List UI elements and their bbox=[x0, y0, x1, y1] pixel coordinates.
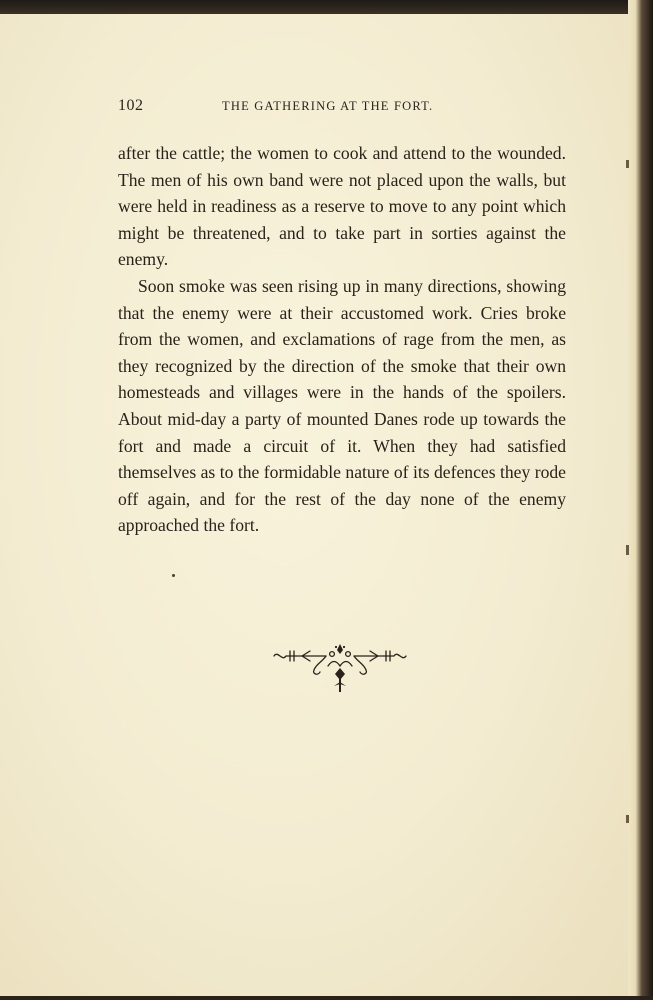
book-bottom-edge bbox=[0, 996, 653, 1000]
chapter-end-flourish-icon bbox=[270, 638, 410, 696]
edge-mark bbox=[626, 160, 629, 168]
ink-speck bbox=[172, 574, 175, 577]
paragraph-1: after the cattle; the women to cook and attend to the wounded. The men of his own band were not placed upon the walls, but were held in readiness as a reserve to move to any point which might be threatened, and to take part in sorties against the enemy. bbox=[118, 143, 566, 270]
running-title: THE GATHERING AT THE FORT. bbox=[222, 99, 434, 113]
edge-mark bbox=[626, 545, 629, 555]
paragraph-2: Soon smoke was seen rising up in many directions, showing that the enemy were at their accustomed work. Cries broke from the women, and exclamations of rage from the men, as they recognized by the direction of the smoke that their own homesteads and villages were in the hands of the spoilers. About mid-day a party of mounted Danes rode up towards the fort and made a circuit of it. When they had satisfied themselves as to the formidable nature of its defences they rode off again, and for the rest of the day none of the enemy approached the fort. bbox=[118, 275, 566, 536]
body-text bbox=[118, 140, 566, 539]
edge-mark bbox=[626, 815, 629, 823]
page-number: 102 bbox=[118, 97, 144, 114]
book-spine-edge bbox=[628, 0, 653, 1000]
book-top-edge bbox=[0, 0, 653, 14]
